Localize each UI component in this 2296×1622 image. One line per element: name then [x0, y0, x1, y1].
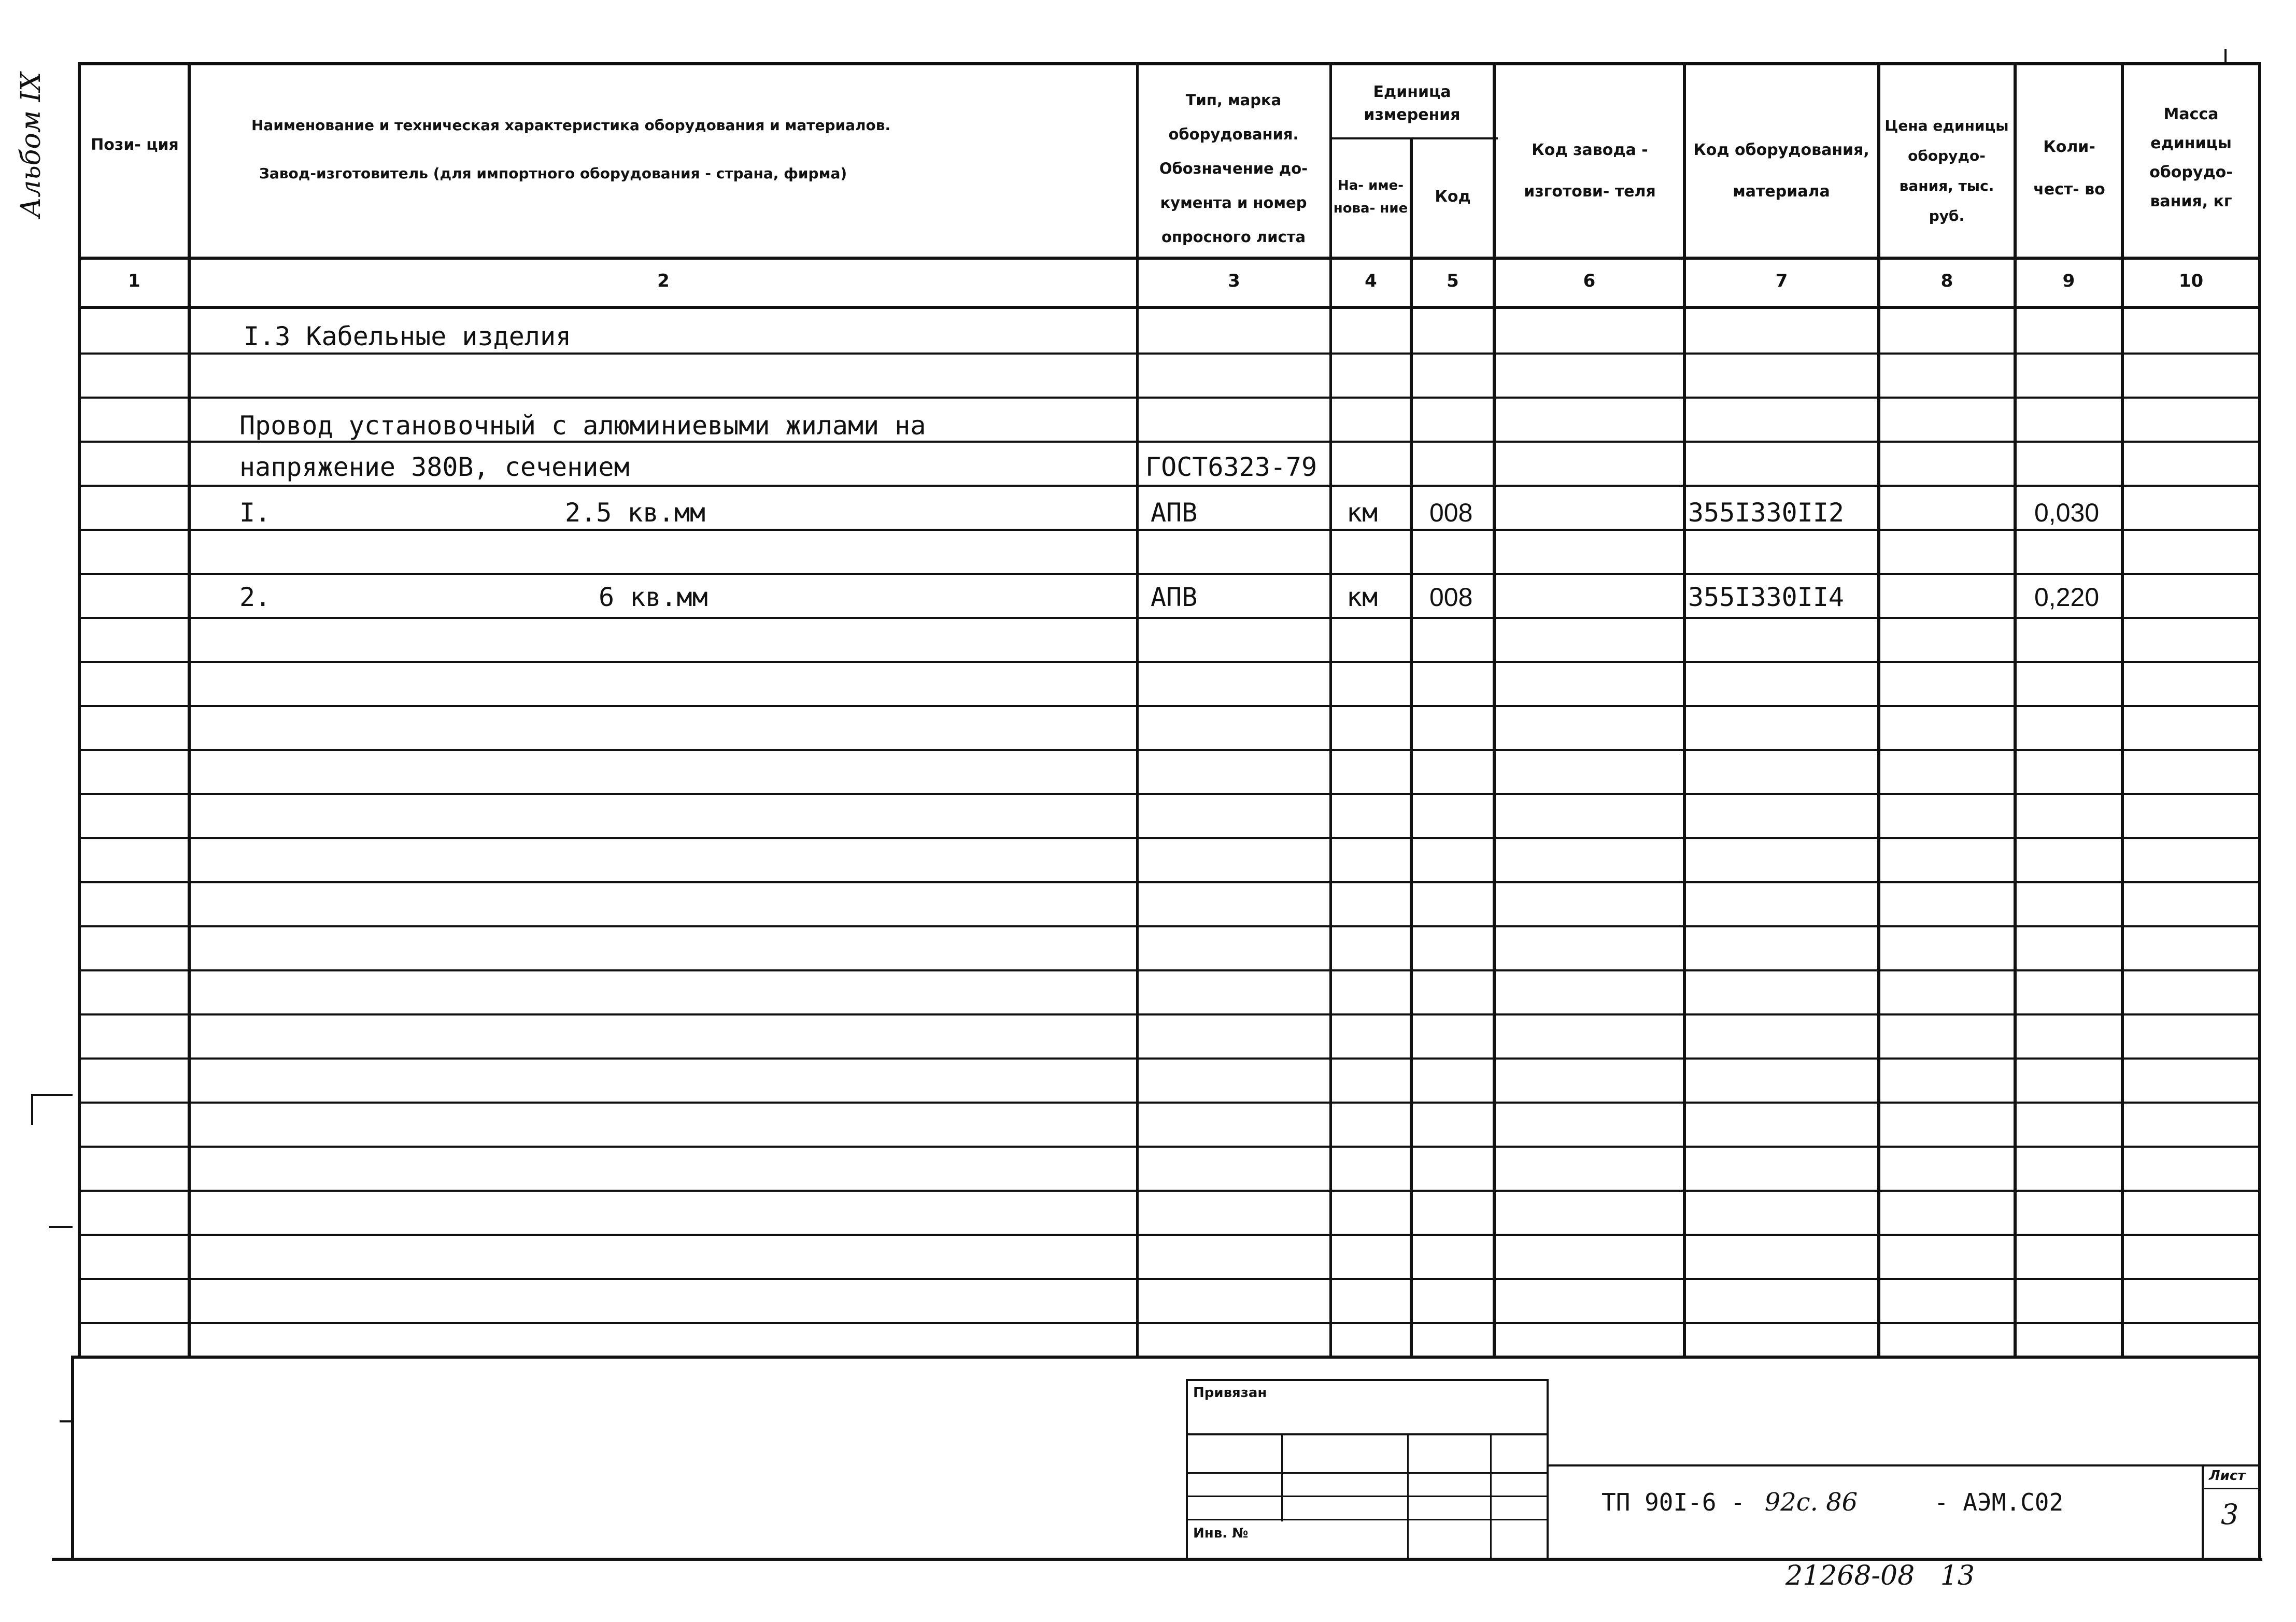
row-rule [80, 749, 2260, 751]
section-title: I.3 Кабельные изделия [244, 321, 572, 351]
inventory-number-label: Инв. № [1193, 1526, 1249, 1541]
row-rule [80, 1013, 2260, 1015]
header-type: Тип, марка оборудования. Обозначение до- кумента и номер опросного листа [1159, 91, 1308, 246]
row-rule [80, 881, 2260, 883]
item-position: I. [239, 498, 271, 528]
sheet-number: 3 [2221, 1498, 2239, 1531]
header-price: Цена единицы оборудо- вания, тыс. руб. [1884, 117, 2009, 224]
row-rule [80, 1234, 2260, 1236]
item-material-code: 355I330II4 [1688, 582, 1845, 612]
col-number-8: 8 [1940, 271, 1953, 291]
header-position: Пози- ция [91, 136, 179, 154]
item-description-line2: напряжение 380В, сечением [239, 452, 630, 482]
privyazan-label: Привязан [1193, 1385, 1267, 1401]
row-rule [80, 1278, 2260, 1280]
row-rule [80, 1146, 2260, 1148]
row-rule [80, 617, 2260, 619]
row-rule [80, 397, 2260, 399]
col-number-4: 4 [1365, 271, 1377, 291]
frame-tick [31, 1094, 33, 1125]
item-material-code: 355I330II2 [1688, 498, 1845, 528]
document-code [1601, 1488, 2063, 1517]
item-quantity: 0,220 [2034, 583, 2100, 612]
frame-tick [31, 1094, 73, 1096]
archive-number: 21268-08 13 [1785, 1560, 1975, 1591]
col-number-5: 5 [1447, 271, 1459, 291]
col-number-10: 10 [2178, 271, 2204, 291]
header-unit: Единица измерения [1364, 83, 1461, 124]
row-rule [80, 352, 2260, 355]
header-factory-code: Код завода - изготови- теля [1524, 141, 1656, 201]
header-name-line1: Наименование и техническая характеристика оборудования и материалов. [251, 117, 891, 134]
document-code-suffix: - АЭМ.С02 [1934, 1488, 2064, 1516]
item-type: АПВ [1151, 582, 1198, 612]
row-rule [80, 793, 2260, 795]
header-unit-name: На- име- нова- ние [1333, 178, 1408, 216]
header-quantity: Коли- чест- во [2033, 138, 2105, 199]
document-code-prefix: ТП 90I-6 - [1601, 1488, 1745, 1516]
row-rule [80, 1190, 2260, 1192]
header-material-code: Код оборудования, материала [1693, 141, 1869, 201]
col-number-6: 6 [1583, 271, 1596, 291]
col-number-7: 7 [1775, 271, 1788, 291]
row-rule [80, 529, 2260, 531]
item-position: 2. [239, 582, 271, 612]
row-rule [80, 441, 2260, 443]
frame-tick [2224, 49, 2227, 65]
col-number-2: 2 [657, 271, 670, 291]
col-number-1: 1 [128, 271, 140, 291]
item-section: 2.5 кв.мм [565, 498, 705, 528]
header-name-line2: Завод-изготовитель (для импортного оборудования - страна, фирма) [259, 165, 847, 182]
item-type: АПВ [1151, 498, 1198, 528]
header-mass: Масса единицы оборудо- вания, кг [2149, 105, 2233, 210]
row-rule [80, 969, 2260, 971]
item-unit: км [1347, 582, 1378, 612]
row-rule [80, 661, 2260, 663]
row-rule [80, 1102, 2260, 1104]
item-unit-code: 008 [1429, 498, 1473, 527]
row-rule [80, 705, 2260, 707]
row-rule [80, 1057, 2260, 1060]
item-unit-code: 008 [1429, 583, 1473, 612]
document-code-handwritten: 92с. 86 [1764, 1488, 1858, 1517]
item-unit: км [1347, 498, 1378, 528]
album-label: Альбом IX [16, 72, 47, 218]
item-quantity: 0,030 [2034, 498, 2100, 527]
row-rule [80, 925, 2260, 927]
col-number-3: 3 [1228, 271, 1240, 291]
item-section: 6 кв.мм [599, 582, 708, 612]
row-rule [80, 573, 2260, 575]
gost-reference: ГОСТ6323-79 [1145, 452, 1317, 482]
sheet-label: Лист [2209, 1468, 2246, 1484]
row-rule [80, 1322, 2260, 1324]
col-number-9: 9 [2062, 271, 2075, 291]
frame-tick [60, 1420, 73, 1422]
row-rule [80, 485, 2260, 487]
header-unit-code: Код [1435, 188, 1471, 206]
frame-tick [49, 1226, 73, 1228]
item-description-line1: Провод установочный с алюминиевыми жилами на [239, 411, 926, 441]
row-rule [80, 837, 2260, 839]
